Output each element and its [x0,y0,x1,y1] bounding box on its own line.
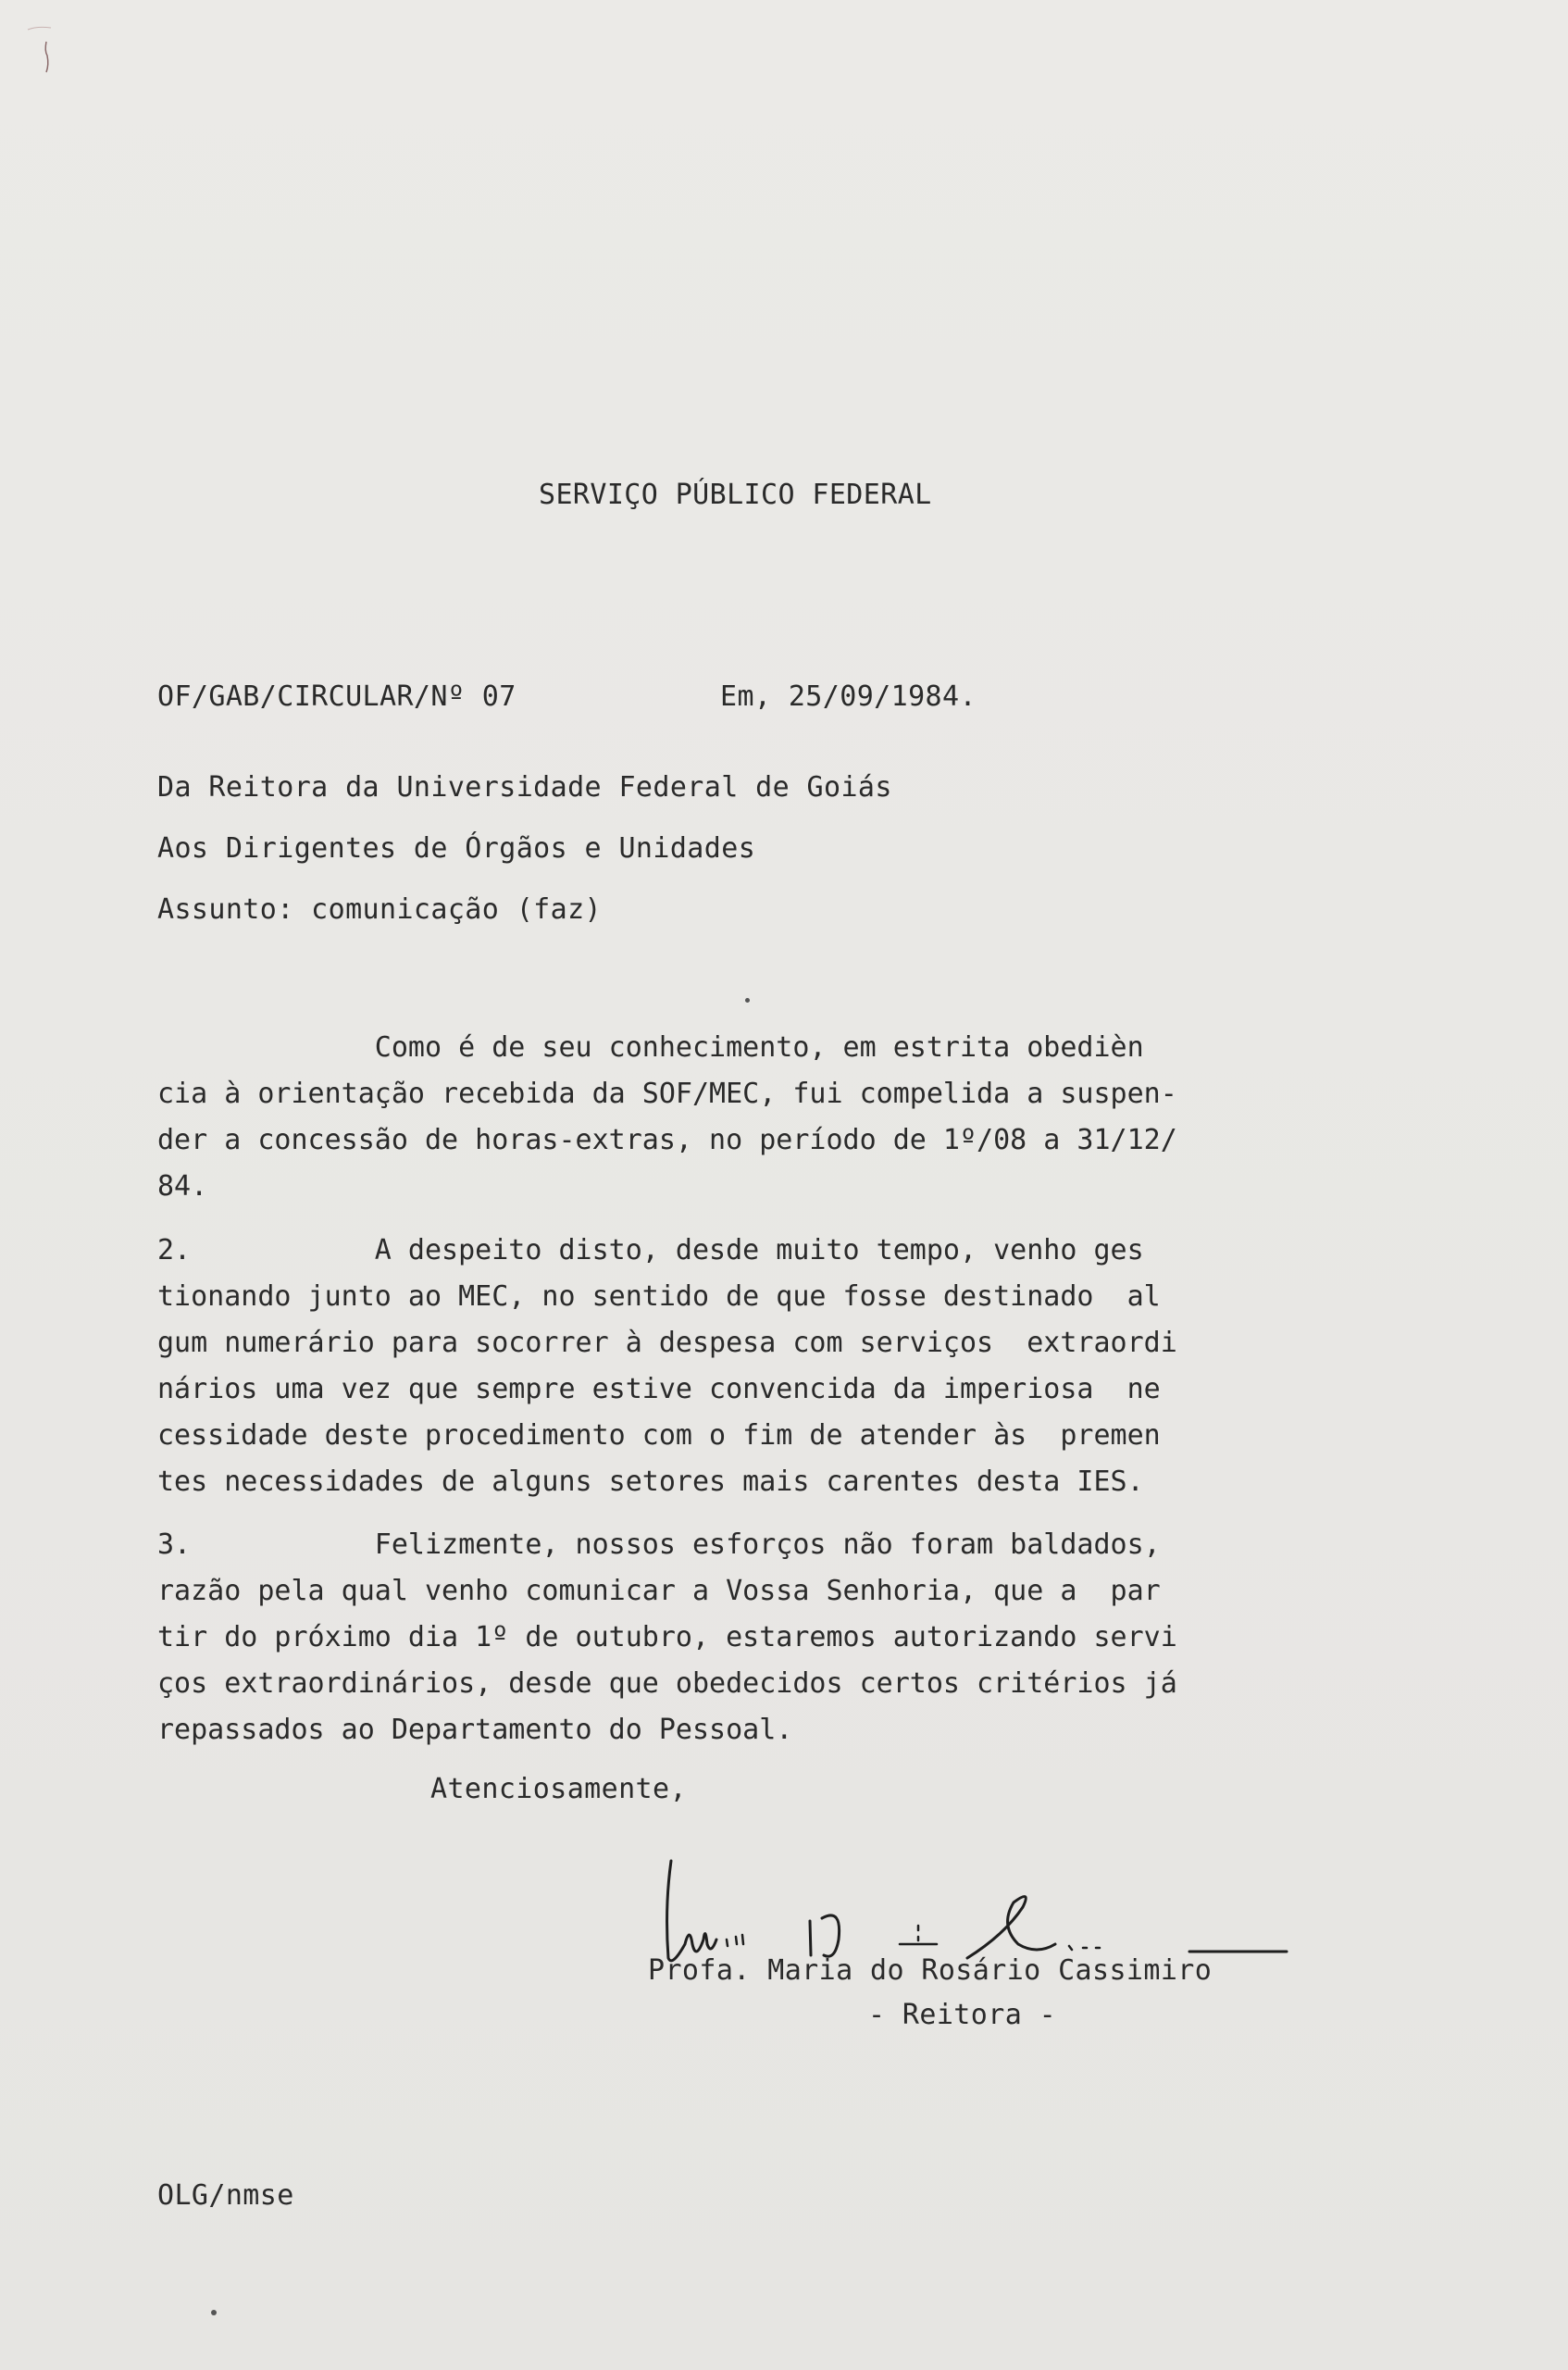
subject-line: Assunto: comunicação (faz) [157,893,602,926]
paragraph-line: Como é de seu conhecimento, em estrita obedièn [157,1031,1144,1064]
paragraph-line: cia à orientação recebida da SOF/MEC, fui compelida a suspen- [157,1078,1177,1110]
paragraph-line: der a concessão de horas-extras, no período de 1º/08 a 31/12/ [157,1124,1177,1156]
paragraph-line: 2. A despeito disto, desde muito tempo, venho ges [157,1234,1144,1266]
recipient-line: Aos Dirigentes de Órgãos e Unidades [157,832,756,865]
reference-initials: OLG/nmse [157,2179,294,2212]
paragraph-line: ços extraordinários, desde que obedecidos certos critérios já [157,1667,1177,1700]
paragraph-line: tionando junto ao MEC, no sentido de que fosse destinado al [157,1280,1161,1313]
ink-speck [745,998,750,1003]
document-date: Em, 25/09/1984. [720,680,977,713]
paragraph-line: 84. [157,1170,208,1203]
ink-speck [211,2310,217,2315]
paragraph-2 [157,1228,1298,1505]
corner-handwritten-mark [19,19,93,74]
closing-salutation: Atenciosamente, [430,1773,687,1805]
signer-role: - Reitora - [868,1999,1057,2031]
document-heading: SERVIÇO PÚBLICO FEDERAL [539,479,932,511]
paragraph-line: 3. Felizmente, nossos esforços não foram baldados, [157,1528,1161,1561]
paragraph-1 [157,1025,1298,1210]
sender-line: Da Reitora da Universidade Federal de Goiás [157,771,892,804]
paragraph-line: tir do próximo dia 1º de outubro, estaremos autorizando servi [157,1621,1177,1653]
paragraph-line: nários uma vez que sempre estive convencida da imperiosa ne [157,1373,1161,1405]
signer-name: Profa. Maria do Rosário Cassimiro [648,1954,1213,1987]
reference-number: OF/GAB/CIRCULAR/Nº 07 [157,680,516,713]
paragraph-line: tes necessidades de alguns setores mais carentes desta IES. [157,1466,1144,1498]
paragraph-line: razão pela qual venho comunicar a Vossa Senhoria, que a par [157,1575,1161,1607]
paragraph-line: repassados ao Departamento do Pessoal. [157,1714,793,1746]
paragraph-3 [157,1522,1298,1753]
paragraph-line: gum numerário para socorrer à despesa com serviços extraordi [157,1327,1177,1359]
paragraph-line: cessidade deste procedimento com o fim de atender às premen [157,1419,1161,1452]
